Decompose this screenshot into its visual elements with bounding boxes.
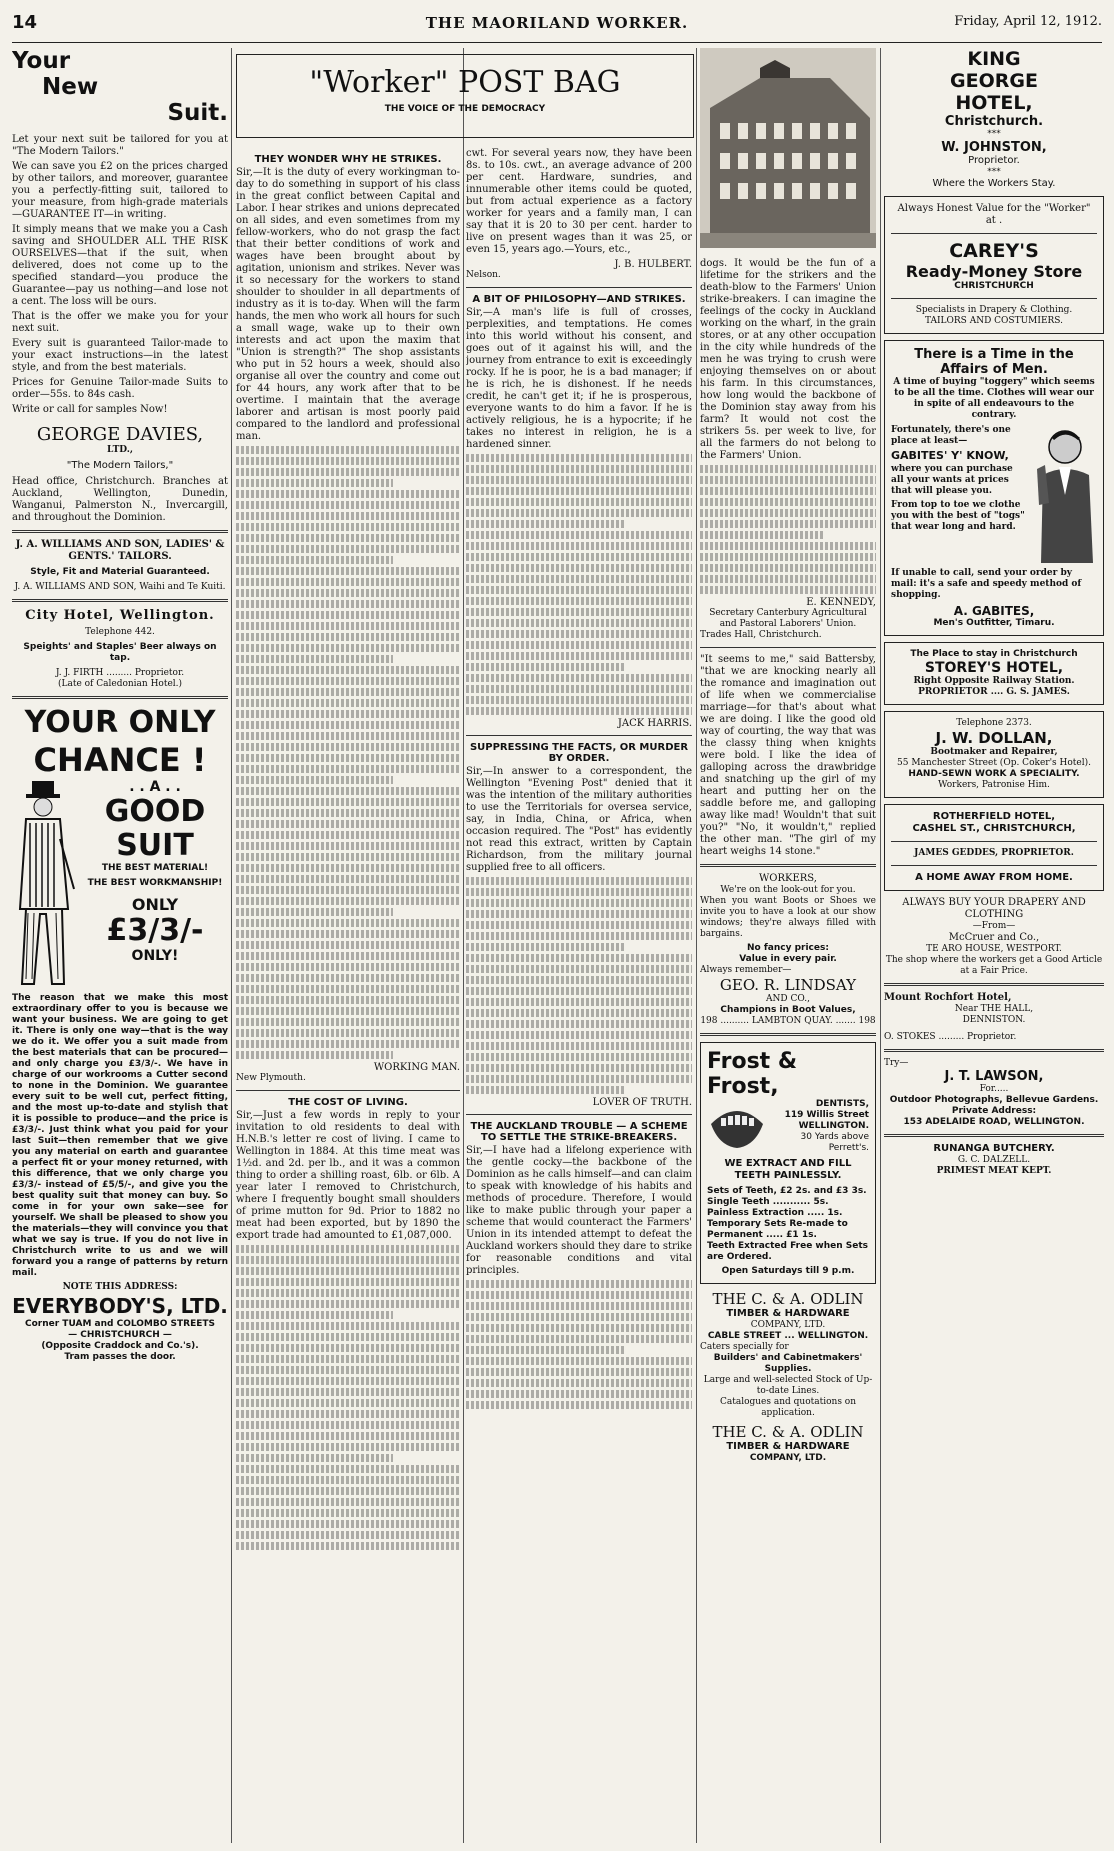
suit-ad-paragraph: It simply means that we make you a Cash saving and SHOULDER ALL THE RISK OURSELVES—that if the suit, when delivered, does not come up to the specified standard—you produce the Guarantee—pay us nothing—and lose not a cent. The loss will be ours. bbox=[12, 224, 228, 307]
king-george-l3: HOTEL, bbox=[955, 92, 1033, 114]
everybody-note: NOTE THIS ADDRESS: bbox=[62, 1282, 178, 1292]
rotherfield-addr: CASHEL ST., CHRISTCHURCH, bbox=[912, 823, 1076, 834]
everybody-firm: EVERYBODY'S, LTD. bbox=[12, 1294, 228, 1318]
column-3 bbox=[466, 148, 692, 1843]
lindsay-firm: GEO. R. LINDSAY bbox=[719, 976, 857, 994]
williams-line: Style, Fit and Material Guaranteed. bbox=[30, 567, 210, 577]
teeth-illustration-icon bbox=[707, 1104, 767, 1150]
storey-ad bbox=[884, 642, 1104, 705]
suit-ad-paragraph: Write or call for samples Now! bbox=[12, 404, 168, 415]
city-hotel-phone: Telephone 442. bbox=[85, 627, 155, 637]
dollan-workers: Workers, Patronise Him. bbox=[938, 780, 1050, 790]
gabites-head: There is a Time in the Affairs of Men. bbox=[914, 347, 1074, 377]
lindsay-p2: Value in every pair. bbox=[739, 954, 837, 964]
column-5 bbox=[884, 48, 1104, 1843]
dollan-addr: 55 Manchester Street (Op. Coker's Hotel). bbox=[897, 758, 1091, 768]
gabites-ad bbox=[884, 340, 1104, 636]
frost-open: Open Saturdays till 9 p.m. bbox=[721, 1266, 855, 1276]
everybody-body: The reason that we make this most extraordinary offer to you is because we want your business. We are going to get it. There is only one way—that is the way we do it. We offer you a suit made from the best materials that can be procured—and only charge you £3/3/-. We have in charge of our workrooms a Cutter second to none in the Dominion. We guarantee every suit to be well cut, perfect fitting, and the most up-to-date and stylish that it is possible to produce—and the price is £3/3/-. Just think what you paid for your last Suit—then remember that we give you any material on earth and guarantee a perfect fit or your money returned, with this difference, that we only charge you £3/3/- instead of £5/5/-, and give you the best quality suit that money can buy. So come in for your own sake—see for yourself. We shall be pleased to show you the materials—they will convince you that what we say is true. If you do not live in Christchurch write to us and we will forward you a range of patterns by return mail. bbox=[12, 993, 228, 1278]
mccruer-ad bbox=[884, 897, 1104, 977]
gabites-where: where you can purchase all your wants at prices that will please you. bbox=[891, 464, 1013, 496]
odlin-co: COMPANY, LTD. bbox=[750, 1320, 826, 1330]
frost-yards: 30 Yards above Perrett's. bbox=[800, 1132, 869, 1153]
storey-opp: Right Opposite Railway Station. bbox=[913, 676, 1075, 686]
article-place: Trades Hall, Christchurch. bbox=[700, 630, 822, 640]
gabites-firm: A. GABITES, bbox=[953, 604, 1035, 618]
odlin-street: CABLE STREET ... WELLINGTON. bbox=[707, 1331, 869, 1341]
column-rule bbox=[880, 48, 881, 1843]
gabites-role: Men's Outfitter, Timaru. bbox=[933, 618, 1055, 628]
suit-ad-tagline: "The Modern Tailors," bbox=[66, 460, 174, 471]
everybody-h6: THE BEST MATERIAL! bbox=[101, 863, 209, 873]
suit-ad-paragraph: Let your next suit be tailored for you at "The Modern Tailors." bbox=[12, 134, 228, 157]
everybody-tram: Tram passes the door. bbox=[64, 1352, 176, 1362]
mount-prop: O. STOKES ......... Proprietor. bbox=[884, 1032, 1017, 1042]
gabites-name: GABITES' Y' KNOW, bbox=[891, 449, 1009, 462]
storey-line: The Place to stay in Christchurch bbox=[910, 649, 1078, 659]
mccruer-from: —From— bbox=[972, 921, 1016, 931]
postbag-title: "Worker" POST BAG bbox=[309, 65, 621, 100]
lindsay-ad bbox=[700, 873, 876, 1027]
lawson-try: Try— bbox=[884, 1058, 909, 1068]
carey-trade: TAILORS AND COSTUMIERS. bbox=[924, 316, 1063, 326]
lawson-for: For..... bbox=[979, 1084, 1009, 1094]
odlin-cat: Catalogues and quotations on application. bbox=[719, 1397, 857, 1418]
runanga-owner: G. C. DALZELL. bbox=[957, 1155, 1031, 1165]
column-1 bbox=[12, 48, 228, 1843]
lawson-name: J. T. LAWSON, bbox=[944, 1069, 1044, 1084]
suit-ad-heading-3: Suit. bbox=[167, 100, 228, 126]
lawson-ad bbox=[884, 1058, 1104, 1128]
frost-row: Teeth Extracted Free when Sets are Ordered. bbox=[707, 1241, 869, 1262]
dollan-tel: Telephone 2373. bbox=[956, 718, 1032, 728]
everybody-opp: (Opposite Craddock and Co.'s). bbox=[41, 1341, 199, 1351]
article-text: Sir,—A man's life is full of crosses, perplexities, and temptations. He comes into this world without his consent, and goes out of it against his will, and the journey from entrance to exit is exceedingly rocky. If he is poor, he is a bad manager; if he is rich, he is dishonest. If he needs credit, he can't get it; if he is prosperous, everyone wants to do him a favor. If he is actively religious, he is a hypocrite; if he takes no interest in religion, he is a hardened sinner. bbox=[466, 307, 692, 450]
city-hotel-ad bbox=[12, 608, 228, 690]
gabites-fort: Fortunately, there's one place at least— bbox=[891, 425, 1011, 446]
mount-near: Near THE HALL, bbox=[954, 1004, 1034, 1014]
rotherfield-name: ROTHERFIELD HOTEL, bbox=[932, 811, 1056, 822]
lindsay-title: WORKERS, bbox=[759, 873, 817, 884]
article-heading: THE AUCKLAND TROUBLE — A SCHEME TO SETTLE THE STRIKE-BREAKERS. bbox=[470, 1121, 688, 1143]
frost-city: WELLINGTON. bbox=[798, 1121, 869, 1131]
frost-ad bbox=[700, 1042, 876, 1284]
everybody-h9: ONLY! bbox=[131, 948, 179, 964]
lindsay-remember: Always remember— bbox=[700, 965, 792, 975]
everybody-h1: YOUR ONLY bbox=[24, 705, 216, 740]
mccruer-firm: McCruer and Co., bbox=[948, 932, 1040, 943]
article-text: Sir,—Just a few words in reply to your invitation to old residents to deal with H.N.B.'s letter re cost of living. I came to Wellington in 1884. At this time meat was 1½d. and 2d. per lb., and it was a common thing to order a shilling roast, 6lb. or 6lb. A year later I removed to Christchurch, where I frequently bought small shoulders of prime mutton for 9d. Prior to 1882 no meat had been exported, but by 1890 the export trade had amounted to £1,087,000. bbox=[236, 1110, 460, 1241]
odlin-co2: COMPANY, LTD. bbox=[749, 1453, 827, 1463]
suit-ad-paragraph: That is the offer we make you for your next suit. bbox=[12, 311, 228, 334]
williams-title: J. A. WILLIAMS AND SON, LADIES' & GENTS.' TAILORS. bbox=[15, 539, 225, 562]
article-heading: THE COST OF LIVING. bbox=[288, 1097, 408, 1108]
everybody-price: £3/3/- bbox=[106, 913, 204, 948]
lindsay-line1: We're on the look-out for you. bbox=[720, 885, 856, 895]
column-4 bbox=[700, 48, 876, 1843]
rotherfield-tag: A HOME AWAY FROM HOME. bbox=[915, 872, 1073, 883]
everybody-h4: GOOD bbox=[104, 794, 206, 829]
mount-name: Mount Rochfort Hotel, bbox=[884, 992, 1012, 1003]
postbag-subtitle: THE VOICE OF THE DEMOCRACY bbox=[384, 104, 546, 114]
odlin-sub: TIMBER & HARDWARE bbox=[726, 1308, 850, 1319]
article-place: New Plymouth. bbox=[236, 1073, 306, 1083]
article-heading: THEY WONDER WHY HE STRIKES. bbox=[254, 154, 442, 165]
lindsay-addr: 198 .......... LAMBTON QUAY. ....... 198 bbox=[700, 1016, 876, 1026]
gentleman-illustration-icon bbox=[12, 779, 82, 989]
runanga-ad bbox=[884, 1143, 1104, 1177]
lindsay-p1: No fancy prices: bbox=[747, 943, 829, 953]
everybody-h8: ONLY bbox=[131, 895, 179, 914]
dollan-role: Bootmaker and Repairer, bbox=[930, 747, 1058, 757]
dollan-spec: HAND-SEWN WORK A SPECIALITY. bbox=[908, 769, 1080, 779]
article-text: Sir,—I have had a lifelong experience with the gentle cocky—the backbone of the Dominion as he calls himself—and can claim to speak with knowledge of his habits and methods of procedure. Therefore, I would like to make public through your paper a scheme that would counteract the Farmers' Union in its intended attempt to defeat the Auckland workers should they dare to strike for reasonable conditions and vital principles. bbox=[466, 1145, 692, 1276]
everybody-h7: THE BEST WORKMANSHIP! bbox=[87, 878, 223, 888]
mccruer-line: ALWAYS BUY YOUR DRAPERY AND CLOTHING bbox=[902, 897, 1086, 920]
rotherfield-ad bbox=[884, 804, 1104, 891]
king-george-l2: GEORGE bbox=[950, 70, 1038, 92]
column-rule bbox=[231, 48, 232, 1843]
mccruer-house: TE ARO HOUSE, WESTPORT. bbox=[926, 944, 1062, 954]
storey-name: STOREY'S HOTEL, bbox=[924, 660, 1064, 676]
suit-ad-heading-2: New bbox=[42, 74, 99, 100]
king-george-stars: *** bbox=[987, 129, 1001, 139]
gabites-clothe: From top to toe we clothe you with the best of "togs" that wear long and hard. bbox=[891, 500, 1025, 532]
suit-ad-paragraph: Prices for Genuine Tailor-made Suits to order—55s. to 84s cash. bbox=[12, 377, 228, 400]
hotel-building-illustration-icon bbox=[700, 48, 876, 248]
article-role: Secretary Canterbury Agricultural and Pastoral Laborers' Union. bbox=[709, 608, 867, 629]
storey-prop: PROPRIETOR .... G. S. JAMES. bbox=[918, 687, 1070, 697]
odlin-firm2: THE C. & A. ODLIN bbox=[712, 1423, 864, 1441]
williams-sign: J. A. WILLIAMS AND SON, Waihi and Te Kuiti. bbox=[14, 582, 226, 592]
article-signature: WORKING MAN. bbox=[373, 1062, 460, 1073]
article-text: dogs. It would be the fun of a lifetime for the strikers and the death-blow to the Farmers' Union strike-breakers. I can imagine the feelings of the cocky in Auckland working on the wharf, in the grain stores, or at any other occupation in the city while hundreds of the men he was trying to crush were enjoying themselves on or about his farm. In this circumstances, how long would the backbone of the Dominion stay away from his farm? It would not cost the strikers 5s. per week to live, for all the farmers do not belong to the Farmers' Union. bbox=[700, 258, 876, 461]
city-hotel-name: City Hotel, Wellington. bbox=[25, 608, 215, 623]
suit-ad-firm-sub: LTD., bbox=[106, 445, 134, 455]
article-text: cwt. For several years now, they have been 8s. to 10s. cwt., an average advance of 200 per cent. Hardware, sundries, and innumerable other items could be quoted, but from actual experience as a factory worker for years and a family man, I can say that it is 20 to 30 per cent. harder to live on present wages than it was 25, or even 15, years ago.—Yours, etc., bbox=[466, 148, 692, 255]
runanga-tag: PRIMEST MEAT KEPT. bbox=[936, 1166, 1052, 1176]
williams-ad bbox=[12, 539, 228, 593]
odlin-firm: THE C. & A. ODLIN bbox=[712, 1290, 864, 1308]
city-hotel-proprietor: J. J. FIRTH ......... Proprietor. bbox=[55, 668, 185, 678]
dollan-name: J. W. DOLLAN, bbox=[935, 729, 1053, 747]
suit-ad-firm: GEORGE DAVIES, bbox=[36, 424, 204, 445]
king-george-l1: KING bbox=[967, 48, 1021, 70]
issue-date: Friday, April 12, 1912. bbox=[954, 14, 1102, 29]
carey-line: Always Honest Value for the "Worker" at . bbox=[897, 203, 1091, 226]
carey-spec: Specialists in Drapery & Clothing. bbox=[915, 305, 1073, 315]
lawson-addr: 153 ADELAIDE ROAD, WELLINGTON. bbox=[903, 1117, 1085, 1127]
gabites-man-illustration-icon bbox=[1027, 425, 1097, 565]
odlin-ad bbox=[700, 1290, 876, 1464]
article-signature: J. B. HULBERT. bbox=[614, 259, 692, 270]
frost-extract: WE EXTRACT AND FILL TEETH PAINLESSLY. bbox=[724, 1158, 852, 1181]
lawson-private: Private Address: bbox=[951, 1106, 1037, 1116]
everybody-h3: . . A . . bbox=[129, 779, 181, 795]
gabites-line: A time of buying "toggery" which seems to be all the time. Clothes will wear our in spite of all endeavours to the contrary. bbox=[893, 377, 1095, 420]
suit-ad-paragraph: We can save you £2 on the prices charged by other tailors, and moreover, guarantee you a perfectly-fitting suit, tailored to your measure, from high-grade materials—GUARANTEE IT—in writing. bbox=[12, 161, 228, 220]
postbag-banner bbox=[236, 54, 694, 138]
carey-firm: CAREY'S bbox=[949, 240, 1039, 262]
frost-firm: Frost & Frost, bbox=[707, 1049, 798, 1099]
page-number: 14 bbox=[12, 12, 38, 33]
article-signature: JACK HARRIS. bbox=[617, 718, 692, 729]
article-text: "It seems to me," said Battersby, "that we are knocking nearly all the romance and imagination out of life when we commercialise marriage—for that's about what we are doing. I like the good old way of courting, the way that was the classy thing when knights were bold. I like the idea of galloping across the drawbridge and snatching up the girl of my heart and putting her on the saddle before me, and galloping away like mad! Wouldn't that suit you?" "No, it wouldn't," replied the other man. "The girl of my heart weighs 14 stone." bbox=[700, 654, 876, 857]
column-2 bbox=[236, 148, 460, 1843]
page-header bbox=[12, 8, 1102, 43]
carey-store: Ready-Money Store bbox=[905, 262, 1083, 281]
frost-addr: 119 Willis Street bbox=[784, 1110, 869, 1120]
column-rule bbox=[463, 48, 464, 1843]
suit-ad-paragraph: Every suit is guaranteed Tailor-made to your exact instructions—in the latest style, and from the best materials. bbox=[12, 338, 228, 373]
carey-ad bbox=[884, 196, 1104, 334]
king-george-stars2: *** bbox=[987, 167, 1001, 177]
king-george-city: Christchurch. bbox=[944, 114, 1044, 129]
mccruer-tag: The shop where the workers get a Good Article at a Fair Price. bbox=[885, 955, 1103, 976]
everybody-corner: Corner TUAM and COLOMBO STREETS bbox=[25, 1319, 215, 1329]
city-hotel-beer: Speights' and Staples' Beer always on tap. bbox=[23, 642, 217, 663]
column-rule bbox=[696, 48, 697, 1843]
frost-row: Painless Extraction ..... 1s. bbox=[707, 1208, 843, 1218]
everybody-ad bbox=[12, 705, 228, 1363]
everybody-h5: SUIT bbox=[116, 828, 194, 863]
frost-row: Single Teeth ........... 5s. bbox=[707, 1197, 829, 1207]
article-text: Sir,—In answer to a correspondent, the Wellington "Evening Post" denied that it was the intention of the military authorities to use the Territorials for oversea service, say, in India, China, or Africa, when occasion required. The "Post" has evidently not read this extract, written by Captain Richardson, from the military journal supplied free to all officers. bbox=[466, 766, 692, 873]
mount-city: DENNISTON. bbox=[962, 1015, 1026, 1025]
rotherfield-prop: JAMES GEDDES, PROPRIETOR. bbox=[914, 848, 1074, 858]
king-george-tag: Where the Workers Stay. bbox=[932, 178, 1056, 189]
frost-row: Temporary Sets Re-made to Permanent ..... £1 1s. bbox=[707, 1219, 848, 1240]
odlin-sub2: TIMBER & HARDWARE bbox=[726, 1441, 850, 1452]
odlin-for: Builders' and Cabinetmakers' Supplies. bbox=[713, 1353, 863, 1374]
gabites-mail: If unable to call, send your order by mail: it's a safe and speedy method of shopping. bbox=[891, 568, 1082, 600]
everybody-h2: CHANCE ! bbox=[33, 741, 207, 779]
odlin-caters: Caters specially for bbox=[700, 1342, 789, 1352]
runanga-name: RUNANGA BUTCHERY. bbox=[933, 1143, 1055, 1154]
lindsay-champ: Champions in Boot Values, bbox=[720, 1005, 856, 1015]
frost-row: Sets of Teeth, £2 2s. and £3 3s. bbox=[707, 1186, 867, 1196]
lawson-photos: Outdoor Photographs, Bellevue Gardens. bbox=[889, 1095, 1099, 1105]
article-place: Nelson. bbox=[466, 270, 501, 280]
everybody-city: — CHRISTCHURCH — bbox=[68, 1330, 172, 1340]
lindsay-line2: When you want Boots or Shoes we invite you to have a look at our show windows; they're always filled with bargains. bbox=[700, 896, 876, 939]
mount-ad bbox=[884, 992, 1104, 1043]
newspaper-title: THE MAORILAND WORKER. bbox=[425, 14, 689, 32]
king-george-role: Proprietor. bbox=[968, 155, 1020, 166]
dollan-ad bbox=[884, 711, 1104, 798]
suit-ad bbox=[12, 48, 228, 524]
odlin-stock: Large and well-selected Stock of Up-to-date Lines. bbox=[703, 1375, 873, 1396]
city-hotel-late: (Late of Caledonian Hotel.) bbox=[57, 679, 183, 689]
king-george-ad bbox=[884, 48, 1104, 190]
carey-city: CHRISTCHURCH bbox=[954, 281, 1034, 291]
article-signature: LOVER OF TRUTH. bbox=[592, 1097, 692, 1108]
frost-role: DENTISTS, bbox=[815, 1099, 869, 1109]
article-heading: SUPPRESSING THE FACTS, OR MURDER BY ORDER. bbox=[469, 742, 689, 764]
article-text: Sir,—It is the duty of every workingman to-day to do something in support of his class in the great conflict between Capital and Labor. I hear strikes and unions deprecated on all sides, and even sometimes from my fellow-workers, who do not grasp the fact that their better conditions of work and wages have been brought about by agitation, unionism and strikes. Never was it so necessary for the workers to stand shoulder to shoulder in all departments of industry as it is to-day. When will the farm hands, the men who work all hours for such a small wage, wake up to their own interests and act upon the maxim that "Union is strength?" The shop assistants who put in 52 hours a week, should also organise all over the country and come out for 44 hours, any work after that to be overtime. I maintain that the average laborer and artisan is most poorly paid compared to the landlord and professional man. bbox=[236, 167, 460, 442]
king-george-owner: W. JOHNSTON, bbox=[941, 140, 1047, 155]
suit-ad-branches: Head office, Christchurch. Branches at Auckland, Wellington, Dunedin, Wanganui, Palmerston N., Invercargill, and throughout the Dominion. bbox=[12, 476, 228, 523]
lindsay-co: AND CO., bbox=[766, 994, 810, 1004]
suit-ad-heading-1: Your bbox=[12, 48, 71, 74]
article-signature: E. KENNEDY, bbox=[806, 597, 876, 608]
article-heading: A BIT OF PHILOSOPHY—AND STRIKES. bbox=[472, 294, 686, 305]
